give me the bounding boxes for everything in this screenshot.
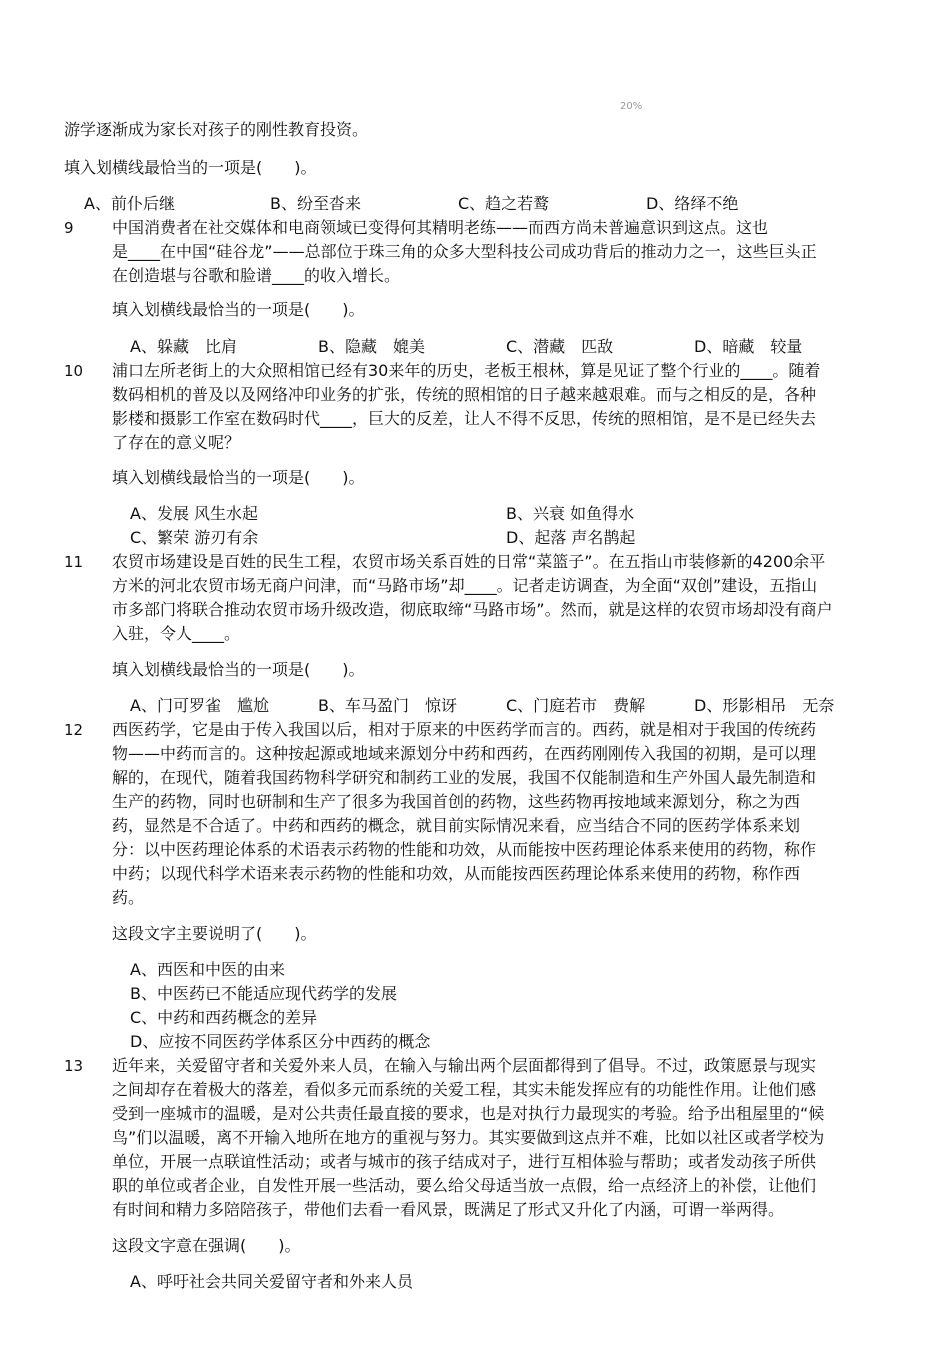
option-d: D、应按不同医药学体系区分中西药的概念 (130, 1032, 431, 1051)
option-b: B、纷至沓来 (270, 194, 361, 213)
question-text-line: 鸟”们以温暖，离不开输入地所在地方的重视与努力。其实要做到这点并不难，比如以社区或者学校为 (112, 1128, 825, 1147)
question-text-line: 市多部门将联合推动农贸市场升级改造，彻底取缔“马路市场”。然而，就是这样的农贸市场却没有商户 (112, 600, 833, 619)
option-a: A、西医和中医的由来 (130, 960, 285, 979)
question-text-line: 分：以中医药理论体系的术语表示药物的性能和功效，从而能按中医药理论体系来使用的药物，称作 (112, 840, 817, 859)
question-text-line: 中国消费者在社交媒体和电商领域已变得何其精明老练——而西方尚未普遍意识到这点。这也 (112, 218, 769, 237)
option-b: B、车马盈门 惊讶 (318, 696, 457, 715)
question-text-line: 中药；以现代科学术语来表示药物的性能和功效，从而能按西医药理论体系来使用的药物，称作西 (112, 864, 801, 883)
option-c: C、繁荣 游刃有余 (130, 528, 259, 547)
option-d: D、起落 声名鹊起 (506, 528, 636, 547)
question-text-line: 单位，开展一点联谊性活动；或者与城市的孩子结成对子，进行互相体验与帮助；或者发动孩子所供 (112, 1152, 817, 1171)
question-text-line: 职的单位或者企业，自发性开展一些活动，要么给父母适当放一点假，给一点经济上的补偿，让他们 (112, 1176, 817, 1195)
question-prompt: 这段文字意在强调( )。 (112, 1236, 301, 1255)
question-text-line: 物——中药而言的。这种按起源或地域来源划分中药和西药，在西药刚刚传入我国的初期，是可以理 (112, 744, 817, 763)
option-a: A、呼吁社会共同关爱留守者和外来人员 (130, 1272, 413, 1291)
question-number: 13 (64, 1057, 84, 1075)
top-mark: 20% (620, 101, 643, 112)
option-c: C、趋之若鹜 (458, 194, 550, 213)
question-text-line: 药，显然是不合适了。中药和西药的概念，就目前实际情况来看，应当结合不同的医药学体系来划 (112, 816, 801, 835)
prev-question-tail: 游学逐渐成为家长对孩子的刚性教育投资。 (64, 120, 369, 139)
option-d: D、暗藏 较量 (694, 337, 803, 356)
option-d: D、形影相吊 无奈 (694, 696, 835, 715)
question-prompt: 这段文字主要说明了( )。 (112, 924, 317, 943)
question-text-line: 数码相机的普及以及网络冲印业务的扩张，传统的照相馆的日子越来越艰难。而与之相反的是，各种 (112, 385, 817, 404)
question-prompt: 填入划横线最恰当的一项是( )。 (112, 660, 365, 679)
option-b: B、隐藏 媲美 (318, 337, 425, 356)
question-text-line: 了存在的意义呢？ (112, 433, 241, 452)
question-number: 11 (64, 553, 84, 571)
question-number: 10 (64, 362, 84, 380)
question-text-line: 解的，在现代，随着我国药物科学研究和制药工业的发展，我国不仅能制造和生产外国人最先制造和 (112, 768, 817, 787)
question-text-line: 西医药学，它是由于传入我国以后，相对于原来的中医药学而言的。西药，就是相对于我国的传统药 (112, 720, 817, 739)
question-text-line: 在创造堪与谷歌和脸谱____的收入增长。 (112, 266, 401, 285)
question-text-line: 有时间和精力多陪陪孩子，带他们去看一看风景，既满足了形式又升化了内涵，可谓一举两得。 (112, 1200, 785, 1219)
question-text-line: 药。 (112, 888, 145, 907)
prev-question-prompt: 填入划横线最恰当的一项是( )。 (64, 158, 317, 177)
option-a: A、前仆后继 (84, 194, 175, 213)
question-text-line: 影楼和摄影工作室在数码时代____，巨大的反差，让人不得不反思，传统的照相馆，是不是已经失去 (112, 409, 817, 428)
question-text-line: 生产的药物，同时也研制和生产了很多为我国首创的药物，这些药物再按地域来源划分，称之为西 (112, 792, 801, 811)
question-text-line: 之间却存在着极大的落差，看似多元而系统的关爱工程，其实未能发挥应有的功能性作用。让他们感 (112, 1080, 817, 1099)
question-text-line: 是____在中国“硅谷龙”——总部位于珠三角的众多大型科技公司成功背后的推动力之一，这些巨头正 (112, 242, 817, 261)
option-d: D、络绎不绝 (646, 194, 739, 213)
option-b: B、中医药已不能适应现代药学的发展 (130, 984, 397, 1003)
option-c: C、门庭若市 费解 (506, 696, 646, 715)
question-text-line: 浦口左所老街上的大众照相馆已经有30来年的历史，老板王根林，算是见证了整个行业的____。随着 (112, 361, 821, 380)
option-c: C、潜藏 匹敌 (506, 337, 614, 356)
option-a: A、门可罗雀 尴尬 (130, 696, 269, 715)
question-number: 9 (64, 219, 74, 237)
question-text-line: 入驻，令人____。 (112, 624, 241, 643)
question-prompt: 填入划横线最恰当的一项是( )。 (112, 468, 365, 487)
question-text-line: 农贸市场建设是百姓的民生工程，农贸市场关系百姓的日常“菜篮子”。在五指山市装修新的4200余平 (112, 552, 826, 571)
option-a: A、躲藏 比肩 (130, 337, 237, 356)
question-text-line: 近年来，关爱留守者和关爱外来人员，在输入与输出两个层面都得到了倡导。不过，政策愿景与现实 (112, 1056, 817, 1075)
option-c: C、中药和西药概念的差异 (130, 1008, 318, 1027)
question-text-line: 方米的河北农贸市场无商户问津，而“马路市场”却____。记者走访调查，为全面“双创”建设，五指山 (112, 576, 818, 595)
question-text-line: 受到一座城市的温暖，是对公共责任最直接的要求，也是对执行力最现实的考验。给予出租屋里的“候 (112, 1104, 825, 1123)
question-prompt: 填入划横线最恰当的一项是( )。 (112, 300, 365, 319)
option-b: B、兴衰 如鱼得水 (506, 504, 635, 523)
question-number: 12 (64, 721, 84, 739)
option-a: A、发展 风生水起 (130, 504, 259, 523)
